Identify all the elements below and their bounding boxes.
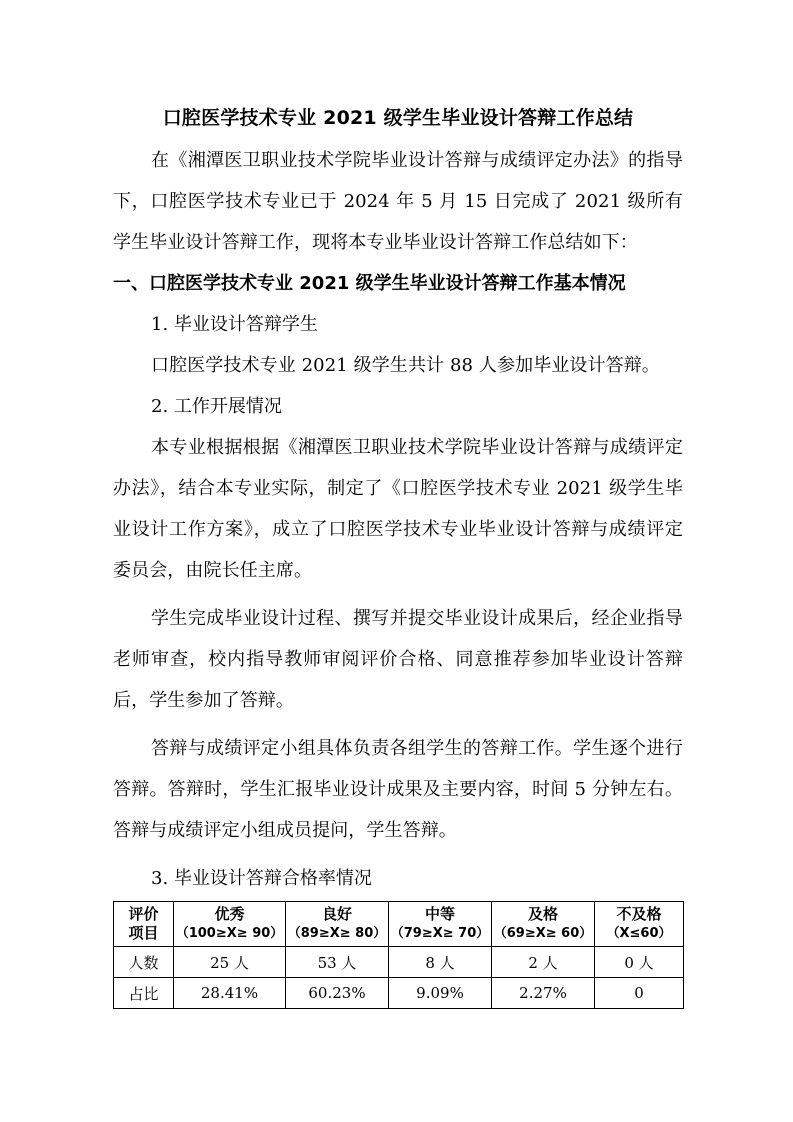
table-cell: 28.41% <box>174 978 286 1009</box>
table-cell: 60.23% <box>286 978 389 1009</box>
row-label: 人数 <box>114 947 174 978</box>
item2-heading: 2. 工作开展情况 <box>151 396 282 417</box>
document-page <box>113 96 683 1009</box>
table-cell: 8 人 <box>389 947 492 978</box>
item2-paragraph: 本专业根据根据《湘潭医卫职业技术学院毕业设计答辩与成绩评定办法》，结合本专业实际，制定了《口腔医学技术专业 2021 级学生毕业设计工作方案》，成立了口腔医学技术专业毕业设计答辩与成绩评定委员会，由院长任主席。 <box>113 437 683 581</box>
table-row <box>114 978 684 1009</box>
header-cell: 不及格 （X≤60） <box>595 902 684 947</box>
section-heading: 一、口腔医学技术专业 2021 级学生毕业设计答辩工作基本情况 <box>113 273 626 294</box>
item3-heading: 3. 毕业设计答辩合格率情况 <box>151 868 372 889</box>
table-header-row <box>114 902 684 947</box>
header-cell: 优秀 （100≥X≥ 90） <box>174 902 286 947</box>
table-cell: 9.09% <box>389 978 492 1009</box>
header-cell: 评价 项目 <box>114 902 174 947</box>
item2-paragraph: 学生完成毕业设计过程、撰写并提交毕业设计成果后，经企业指导老师审查，校内指导教师审阅评价合格、同意推荐参加毕业设计答辩后，学生参加了答辩。 <box>113 608 683 711</box>
item1-heading: 1. 毕业设计答辩学生 <box>151 314 318 335</box>
header-cell: 及格 （69≥X≥ 60） <box>492 902 595 947</box>
table-cell: 0 人 <box>595 947 684 978</box>
table-row <box>114 947 684 978</box>
table-cell: 2.27% <box>492 978 595 1009</box>
table-cell: 53 人 <box>286 947 389 978</box>
table-cell: 0 <box>595 978 684 1009</box>
row-label: 占比 <box>114 978 174 1009</box>
document-title: 口腔医学技术专业 2021 级学生毕业设计答辩工作总结 <box>162 107 634 129</box>
header-cell: 中等 （79≥X≥ 70） <box>389 902 492 947</box>
pass-rate-table <box>113 901 684 1009</box>
item1-text: 口腔医学技术专业 2021 级学生共计 88 人参加毕业设计答辩。 <box>151 355 660 376</box>
intro-paragraph: 在《湘潭医卫职业技术学院毕业设计答辩与成绩评定办法》的指导下，口腔医学技术专业已于 2024 年 5 月 15 日完成了 2021 级所有学生毕业设计答辩工作，现将本专业毕业设计答辩工作总结如下： <box>113 150 683 253</box>
header-cell: 良好 （89≥X≥ 80） <box>286 902 389 947</box>
table-cell: 2 人 <box>492 947 595 978</box>
table-cell: 25 人 <box>174 947 286 978</box>
item2-paragraph: 答辩与成绩评定小组具体负责各组学生的答辩工作。学生逐个进行答辩。答辩时，学生汇报毕业设计成果及主要内容，时间 5 分钟左右。答辩与成绩评定小组成员提问，学生答辩。 <box>113 738 683 841</box>
